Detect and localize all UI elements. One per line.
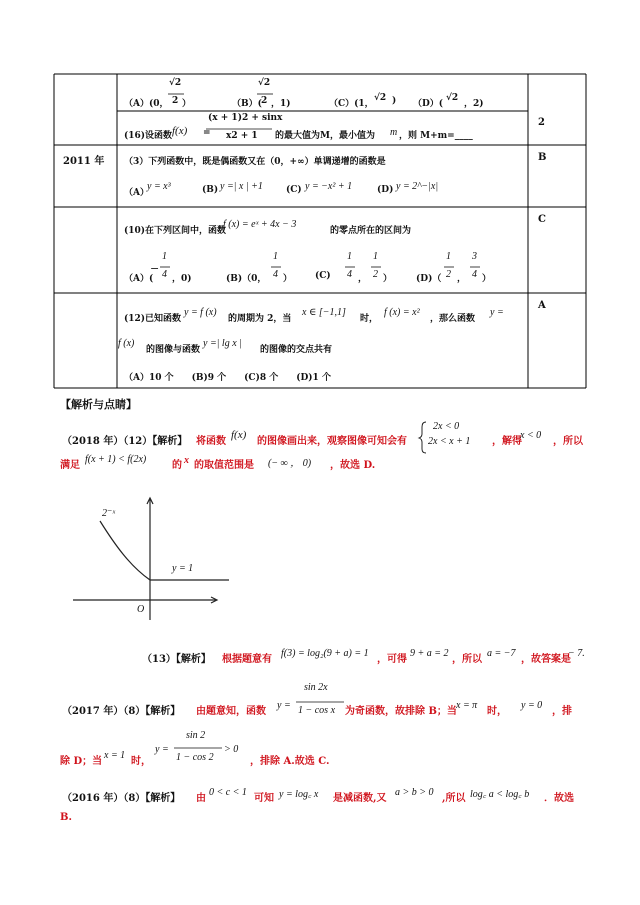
q10-c2-den: 2 (373, 269, 378, 280)
a2016-ineq: log꜀ a < log꜀ b (470, 789, 530, 800)
a2017-text3: 时， (487, 706, 507, 717)
q10-a-close: ，0) (172, 274, 192, 284)
q12-prefix: (12)已知函数 (124, 314, 182, 324)
option-d-close: ，2) (464, 99, 484, 109)
sqrt2-num-b: √2 (258, 78, 271, 88)
q12-options: （A）10 个 (B)9 个 (C)8 个 (D)1 个 (124, 373, 331, 383)
answer-10: C (538, 214, 546, 225)
a2017-gt: > 0 (224, 744, 239, 755)
a2018-label: （2018 年）（12）【解析】 (62, 436, 188, 447)
q10-b-close: ） (283, 274, 293, 284)
sqrt2-c: √2 (374, 93, 387, 103)
a2017-line2c: ，排除 A.故选 C. (250, 756, 330, 767)
a2018-sys2: 2x < x + 1 (428, 436, 471, 447)
q16-eq: = (203, 128, 211, 138)
q3-func-c: y = −x² + 1 (305, 181, 353, 192)
q16-frac-den: x2 + 1 (226, 131, 258, 141)
option-a-close: ） (182, 99, 192, 109)
two-den-b: 2 (261, 96, 268, 106)
q16-m: m (390, 127, 398, 138)
a2018-x: x (184, 455, 189, 466)
a2017-text2: 为奇函数，故排除 B；当 (345, 706, 457, 717)
q16-frac-num: (x + 1)2 + sinx (208, 113, 283, 123)
q10-a-num: 1 (162, 251, 167, 262)
option-d: （D）( (413, 99, 444, 109)
sqrt2-num-a: √2 (169, 78, 182, 88)
a2016-label: （2016 年）（8）【解析】 (62, 793, 181, 804)
a2018-xlt0: x < 0 (520, 430, 542, 441)
a2017-text1: 由题意知，函数 (196, 706, 266, 717)
a2016-text3: 是减函数,又 (333, 793, 387, 804)
a2018-sys1: 2x < 0 (433, 421, 460, 432)
q12-mid: 的周期为 2，当 (228, 314, 292, 324)
q10-d1-num: 1 (446, 251, 451, 262)
option-c: （C）(1， (329, 99, 374, 109)
a2016-text1: 由 (196, 793, 206, 804)
q10-d2-num: 3 (472, 251, 477, 262)
q10-c-comma: ， (358, 274, 368, 284)
a2016-ab: a > b > 0 (395, 787, 434, 798)
a2017-den2: 1 − cos 2 (176, 752, 214, 763)
year-2011: 2011 年 (63, 156, 105, 167)
a2018-line2a: 满足 (60, 460, 80, 471)
a2016-c: 0 < c < 1 (209, 787, 247, 798)
q10-a-den: 4 (162, 269, 167, 280)
q3-func-a: y = x³ (147, 181, 171, 192)
a2017-text4: ，排 (552, 706, 572, 717)
option-a: （A）(0， (124, 99, 169, 109)
q10-opt-b: (B)（0， (226, 274, 267, 284)
answer-16: 2 (538, 117, 545, 128)
answer-3: B (538, 152, 547, 163)
q12-yfx: y = f (x) (184, 307, 217, 318)
a2018-ineq: f(x + 1) < f(2x) (85, 454, 147, 465)
a2017-y0: y = 0 (521, 700, 543, 711)
q12-fx: f (x) (118, 338, 135, 349)
option-b: （B）( (232, 99, 262, 109)
a2017-x1: x = 1 (104, 750, 126, 761)
a2018-line2b: 的 (172, 460, 182, 471)
q3-opt-c: (C) (286, 185, 302, 195)
q10-opt-d: (D)（ (416, 274, 442, 284)
option-b-close: ，1) (271, 99, 291, 109)
q10-function: f (x) = eˣ + 4x − 3 (223, 219, 297, 230)
q10-d-comma: ， (457, 274, 467, 284)
q12-line2b: 的图像的交点共有 (260, 345, 333, 355)
q10-c-close: ） (383, 274, 393, 284)
q3-opt-a: （A） (124, 188, 149, 198)
q16-post: 的最大值为M，最小值为 (275, 131, 375, 141)
a2018-range: (− ∞ ， 0) (268, 458, 312, 469)
a2018-fx: f(x) (231, 429, 247, 441)
q10-d1-den: 2 (446, 269, 451, 280)
q3-func-b: y =| x | +1 (220, 181, 263, 192)
a13-eq2: 9 + a = 2 (410, 648, 449, 659)
a13-answer: − 7. (568, 648, 585, 659)
q10-prefix: (10)在下列区间中，函数 (124, 226, 227, 236)
a2017-num2: sin 2 (186, 730, 206, 741)
q10-b-num: 1 (273, 251, 278, 262)
q16-prefix: (16)设函数 (124, 131, 173, 141)
q12-mid2: 时， (360, 314, 379, 324)
q12-ylg: y =| lg x | (203, 338, 242, 349)
option-c-close: ) (392, 96, 397, 106)
q12-mid3: ，那么函数 (430, 314, 476, 324)
a13-text2: ，可得 (377, 654, 407, 665)
q12-y-eq: y = (490, 307, 504, 318)
a2017-label: （2017 年）（8）【解析】 (62, 706, 181, 717)
q10-opt-a: （A）( (124, 274, 154, 284)
a2016-log: y = log꜀ x (279, 789, 319, 800)
q3-opt-b: (B) (202, 185, 219, 195)
q12-fxx2: f (x) = x² (384, 307, 420, 318)
q3-text: （3）下列函数中，既是偶函数又在（0，+∞）单调递增的函数是 (124, 157, 386, 167)
q10-c1-num: 1 (347, 251, 352, 262)
q10-c2-num: 1 (373, 251, 378, 262)
q16-end: ，则 M+m=____ (399, 131, 473, 141)
a2017-line2b: 时， (131, 756, 151, 767)
a2018-line2d: ，故选 D. (330, 460, 376, 471)
a2017-num: sin 2x (304, 682, 328, 693)
a2017-den: 1 − cos x (298, 705, 336, 716)
q10-c1-den: 4 (347, 269, 352, 280)
q16-fx: f(x) (172, 125, 188, 137)
q10-opt-c: (C) (315, 271, 331, 281)
a2017-y2: y = (155, 744, 169, 755)
q10-minus-a: − (150, 262, 160, 275)
q3-func-d: y = 2^−|x| (396, 181, 439, 192)
a13-eq1: f(3) = log₂(9 + a) = 1 (281, 648, 369, 659)
graph-origin: O (137, 604, 145, 615)
a2018-text1: 将函数 (196, 436, 226, 447)
q3-opt-d: (D) (377, 185, 394, 195)
q10-d-close: ） (482, 274, 492, 284)
q12-line2: 的图像与函数 (146, 345, 201, 355)
analysis-heading: 【解析与点睛】 (60, 398, 137, 411)
a13-eq3: a = −7 (487, 648, 516, 659)
q12-interval: x ∈ [−1,1] (302, 307, 346, 318)
two-den-a: 2 (172, 96, 179, 106)
a2017-xpi: x = π (456, 700, 478, 711)
a2016-end: B. (60, 812, 72, 823)
a2016-text5: ．故选 (544, 793, 574, 804)
a2018-line2c: 的取值范围是 (194, 460, 254, 471)
a2017-line2a: 除 D；当 (60, 756, 103, 767)
a2018-text4: ，所以 (553, 436, 583, 447)
graph-curve-label: 2⁻ˣ (102, 508, 116, 519)
a2017-y: y = (277, 700, 291, 711)
a2016-text2: 可知 (254, 793, 274, 804)
a13-label: （13）【解析】 (142, 654, 211, 665)
q10-post: 的零点所在的区间为 (330, 226, 412, 236)
a2018-text3: ，解得 (492, 436, 522, 447)
q10-d2-den: 4 (472, 269, 477, 280)
a2016-text4: ,所以 (442, 793, 466, 804)
sqrt2-d: √2 (446, 93, 459, 103)
answer-12: A (538, 300, 546, 311)
a13-text1: 根据题意有 (222, 654, 272, 665)
graph-line-label: y = 1 (172, 563, 194, 574)
q10-b-den: 4 (273, 269, 278, 280)
a13-text3: ，所以 (452, 654, 482, 665)
a2018-text2: 的图像画出来，观察图像可知会有 (257, 436, 407, 447)
a13-text4: ，故答案是 (521, 654, 571, 665)
